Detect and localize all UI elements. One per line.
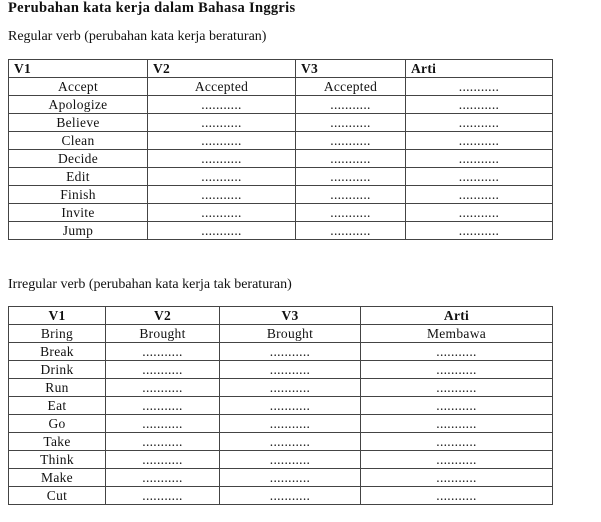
cell-v2: ........... [148,114,296,132]
cell-v3: Accepted [296,78,406,96]
cell-v2: ........... [106,451,220,469]
cell-v1: Edit [9,168,148,186]
cell-v1: Finish [9,186,148,204]
cell-v1: Drink [9,361,106,379]
cell-v3: ........... [296,114,406,132]
table-row [9,132,553,150]
cell-v3: ........... [220,379,361,397]
cell-v2: ........... [148,168,296,186]
table-row [9,361,553,379]
cell-v3: ........... [220,487,361,505]
column-header-v2: V2 [148,60,296,78]
cell-v1: Break [9,343,106,361]
cell-v1: Jump [9,222,148,240]
cell-v3: ........... [296,186,406,204]
cell-arti: ........... [406,132,553,150]
table-row [9,343,553,361]
cell-arti: ........... [406,96,553,114]
cell-v3: ........... [220,433,361,451]
cell-v2: ........... [106,487,220,505]
cell-v2: ........... [148,96,296,114]
cell-arti: ........... [361,487,553,505]
cell-v3: ........... [296,204,406,222]
cell-v1: Apologize [9,96,148,114]
irregular-verb-heading: Irregular verb (perubahan kata kerja tak beraturan) [8,277,292,292]
table-row [9,415,553,433]
column-header-arti: Arti [361,307,553,325]
cell-arti: ........... [406,222,553,240]
cell-arti: ........... [406,168,553,186]
cell-arti: ........... [406,204,553,222]
cell-v1: Accept [9,78,148,96]
cell-v1: Bring [9,325,106,343]
cell-v1: Take [9,433,106,451]
cell-v3: ........... [220,343,361,361]
cell-v2: ........... [106,415,220,433]
cell-arti: ........... [406,114,553,132]
cell-v1: Make [9,469,106,487]
cell-arti: ........... [406,186,553,204]
cell-v1: Go [9,415,106,433]
column-header-v3: V3 [296,60,406,78]
cell-arti: ........... [361,469,553,487]
cell-arti: ........... [361,343,553,361]
table-row [9,379,553,397]
cell-arti: Membawa [361,325,553,343]
cell-v3: ........... [296,222,406,240]
table-row [9,397,553,415]
cell-arti: ........... [406,150,553,168]
cell-v3: ........... [296,150,406,168]
cell-v2: ........... [106,343,220,361]
table-row [9,451,553,469]
cell-v1: Think [9,451,106,469]
document-title: Perubahan kata kerja dalam Bahasa Inggris [8,0,296,16]
cell-v3: ........... [296,96,406,114]
table-row [9,325,553,343]
table-header-row [9,307,553,325]
column-header-arti: Arti [406,60,553,78]
cell-arti: ........... [361,415,553,433]
column-header-v3: V3 [220,307,361,325]
cell-v3: ........... [296,168,406,186]
column-header-v2: V2 [106,307,220,325]
regular-verb-table [8,59,553,240]
cell-v2: ........... [148,222,296,240]
cell-arti: ........... [361,379,553,397]
cell-arti: ........... [361,451,553,469]
cell-v1: Eat [9,397,106,415]
cell-v2: ........... [148,132,296,150]
cell-v3: ........... [220,469,361,487]
cell-v2: ........... [106,433,220,451]
cell-arti: ........... [361,397,553,415]
cell-v2: ........... [148,150,296,168]
table-row [9,487,553,505]
cell-v1: Believe [9,114,148,132]
cell-v2: ........... [148,204,296,222]
cell-v3: ........... [220,397,361,415]
cell-v1: Run [9,379,106,397]
table-row [9,168,553,186]
cell-v1: Clean [9,132,148,150]
cell-v3: Brought [220,325,361,343]
table-row [9,78,553,96]
table-row [9,222,553,240]
regular-verb-heading: Regular verb (perubahan kata kerja beraturan) [8,29,267,44]
column-header-v1: V1 [9,307,106,325]
cell-v2: Accepted [148,78,296,96]
cell-v2: Brought [106,325,220,343]
table-row [9,186,553,204]
irregular-verb-table [8,306,553,505]
cell-v3: ........... [220,361,361,379]
cell-v2: ........... [106,379,220,397]
cell-arti: ........... [361,433,553,451]
cell-arti: ........... [361,361,553,379]
column-header-v1: V1 [9,60,148,78]
cell-v1: Decide [9,150,148,168]
cell-v1: Invite [9,204,148,222]
cell-v3: ........... [296,132,406,150]
table-row [9,96,553,114]
cell-v1: Cut [9,487,106,505]
table-row [9,433,553,451]
cell-v3: ........... [220,451,361,469]
table-header-row [9,60,553,78]
table-row [9,114,553,132]
table-row [9,204,553,222]
table-row [9,150,553,168]
table-row [9,469,553,487]
cell-v2: ........... [106,469,220,487]
cell-v2: ........... [106,361,220,379]
cell-v3: ........... [220,415,361,433]
cell-arti: ........... [406,78,553,96]
cell-v2: ........... [106,397,220,415]
cell-v2: ........... [148,186,296,204]
